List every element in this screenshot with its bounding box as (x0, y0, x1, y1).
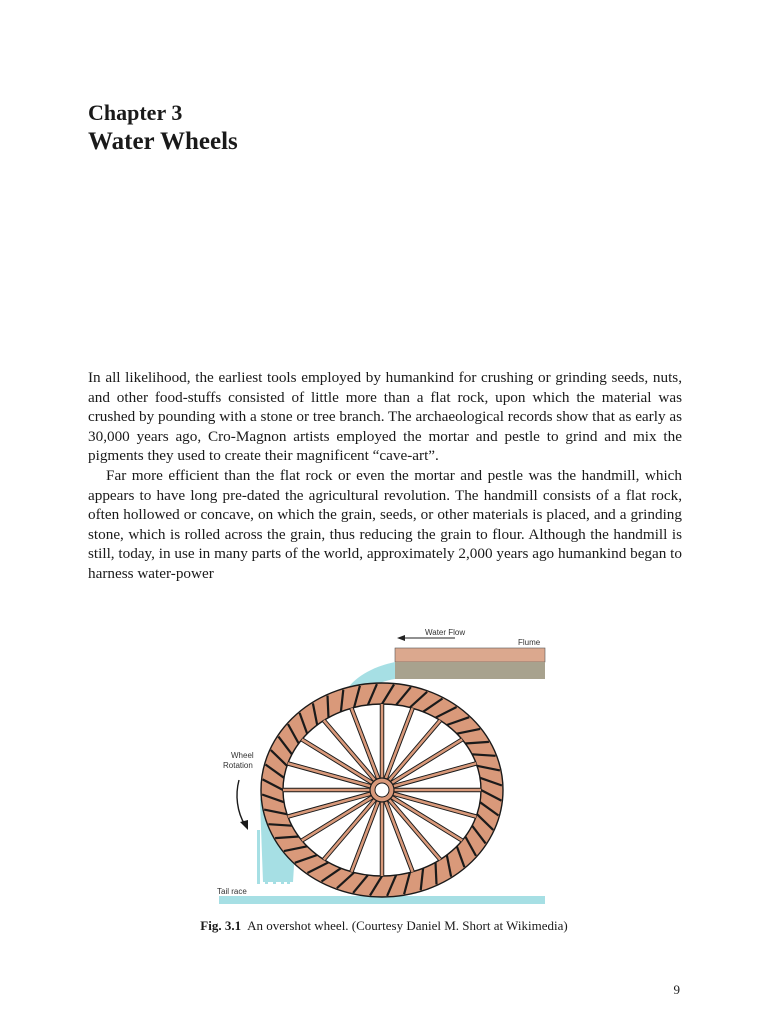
figure-caption-text: An overshot wheel. (Courtesy Daniel M. Short at Wikimedia) (247, 918, 568, 933)
rotation-arrow (237, 780, 245, 825)
wheel-axle (375, 783, 389, 797)
wheel-bucket (436, 862, 437, 884)
flume-label: Flume (518, 638, 541, 647)
water-stream (265, 825, 268, 884)
water-stream (257, 830, 260, 884)
water-stream (287, 864, 290, 884)
body-text (88, 368, 682, 584)
water-wheel (261, 683, 503, 897)
chapter-label: Chapter 3 (88, 100, 183, 125)
wheel-bucket (472, 754, 496, 756)
flume-channel (395, 662, 545, 679)
chapter-title: Water Wheels (88, 128, 238, 155)
figure-label: Fig. 3.1 (200, 918, 242, 933)
page-number: 9 (673, 982, 680, 997)
figure-caption (0, 918, 768, 934)
water-flow-label: Water Flow (425, 628, 466, 637)
water-stream (281, 852, 284, 884)
water-flow-arrowhead (397, 635, 405, 641)
wheel-bucket (328, 696, 329, 718)
wheel-bucket (268, 824, 292, 826)
paragraph: Far more efficient than the flat rock or even the mortar and pestle was the handmill, which appears to have long pre-dated the agricultural revolution. The handmill consists of a flat rock, often hollowed or concave, on which the grain, seeds, or other materials is placed, and a grinding stone, which is rolled across the grain, thus reducing the grain to flour. Although the handmill is still, today, in use in many parts of the world, approximately 2,000 years ago humankind began to harness water-power (88, 466, 682, 582)
wheel-rotation-label: Rotation (223, 761, 253, 770)
wheel-rotation-label: Wheel (231, 751, 254, 760)
flume-top (395, 648, 545, 662)
overshot-wheel-diagram (215, 620, 547, 910)
paragraph: In all likelihood, the earliest tools employed by humankind for crushing or grinding seeds, nuts, and other food-stuffs consisted of little more than a flat rock, upon which the material was crushed by pounding with a stone or tree branch. The archaeological records show that as early as 30,000 years ago, Cro-Magnon artists employed the mortar and pestle to grind and mix the pigments they used to create their magnificent “cave-art”. (88, 369, 682, 465)
tail-race-label: Tail race (217, 887, 247, 896)
water-stream (273, 840, 276, 884)
overshot-wheel-figure (215, 620, 547, 910)
rotation-arrowhead (240, 820, 248, 830)
